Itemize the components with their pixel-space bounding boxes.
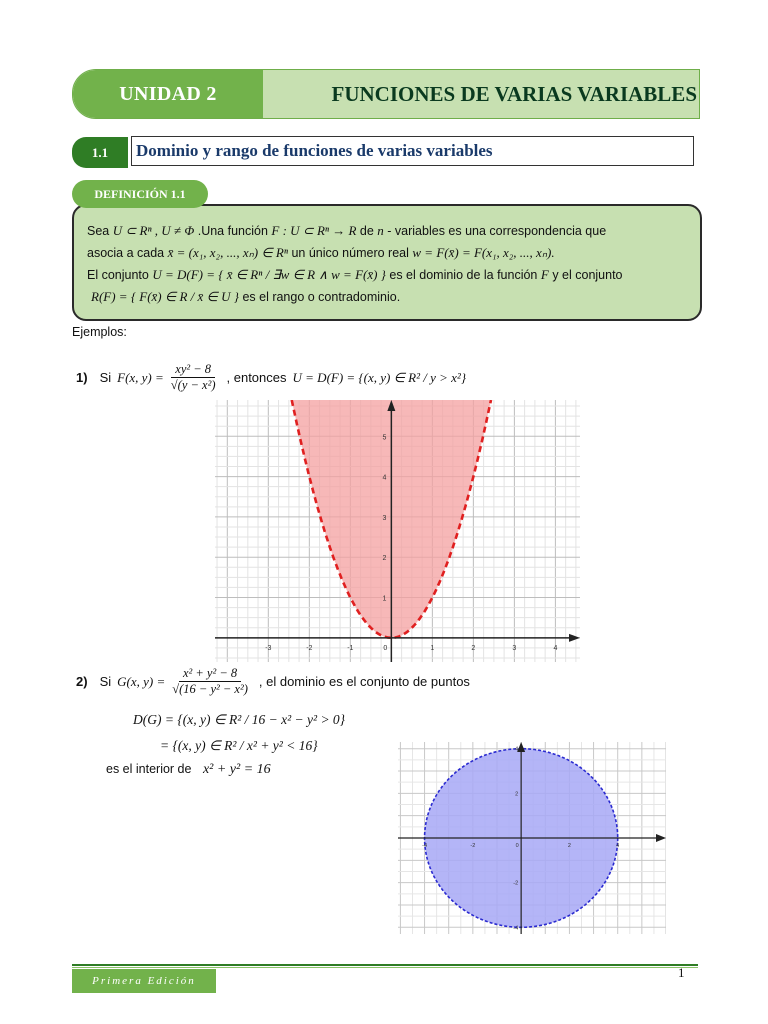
y-tick-label: 2 bbox=[515, 791, 519, 798]
def-math: n bbox=[377, 223, 384, 238]
x-tick-label: -2 bbox=[470, 843, 476, 849]
example-text: , el dominio es el conjunto de puntos bbox=[258, 674, 470, 689]
function-lhs: G(x, y) = bbox=[117, 673, 166, 689]
def-text: .Una función bbox=[197, 224, 268, 238]
domain-expression: U = D(F) = {(x, y) ∈ R² / y > x²} bbox=[292, 369, 467, 385]
x-tick-label: -1 bbox=[347, 644, 354, 652]
x-axis-arrow bbox=[569, 634, 580, 642]
def-text: Sea bbox=[87, 224, 110, 238]
fraction-numerator: xy² − 8 bbox=[171, 362, 215, 378]
fraction bbox=[168, 666, 252, 697]
unit-title: FUNCIONES DE VARIAS VARIABLES bbox=[263, 70, 699, 118]
y-tick-label: -4 bbox=[513, 925, 519, 932]
section-title: Dominio y rango de funciones de varias variables bbox=[131, 136, 694, 166]
y-axis-arrow bbox=[517, 742, 525, 752]
x-tick-label: 0 bbox=[383, 644, 388, 652]
x-tick-label: -2 bbox=[306, 644, 313, 652]
example-si: Si bbox=[99, 674, 112, 689]
footer-divider bbox=[72, 964, 698, 966]
x-tick-label: 4 bbox=[553, 644, 558, 652]
example-si: Si bbox=[99, 370, 112, 385]
example-text: , entonces bbox=[226, 370, 287, 385]
def-math: U = D(F) = { x̄ ∈ Rⁿ / ∃w ∈ R ∧ w = F(x̄) } bbox=[152, 267, 386, 282]
x-tick-label: -3 bbox=[265, 644, 272, 652]
x-tick-label: 4 bbox=[616, 843, 620, 849]
example-number: 1) bbox=[76, 370, 88, 385]
x-tick-label: 2 bbox=[471, 644, 476, 652]
y-tick-label: -2 bbox=[513, 880, 519, 887]
domain-line-2: = {(x, y) ∈ R² / x² + y² < 16} bbox=[160, 738, 318, 753]
unit-header bbox=[72, 69, 700, 119]
def-text: - variables es una correspondencia que bbox=[387, 224, 607, 238]
domain-line-1: D(G) = {(x, y) ∈ R² / 16 − x² − y² > 0} bbox=[133, 712, 346, 727]
circle-equation: x² + y² = 16 bbox=[202, 762, 271, 777]
page-number: 1 bbox=[678, 965, 685, 980]
y-tick-label: 4 bbox=[515, 746, 519, 753]
x-tick-label: 0 bbox=[515, 843, 519, 849]
fraction bbox=[167, 362, 220, 393]
y-tick-label: 2 bbox=[382, 555, 387, 563]
interior-text: es el interior de bbox=[106, 762, 192, 776]
example-1 bbox=[76, 362, 466, 393]
y-tick-label: 1 bbox=[382, 595, 387, 603]
fraction-numerator: x² + y² − 8 bbox=[179, 666, 241, 682]
def-text: es el rango o contradominio. bbox=[242, 290, 401, 304]
definition-line-4 bbox=[87, 286, 688, 308]
x-axis-arrow bbox=[656, 834, 666, 842]
def-text: de bbox=[359, 224, 374, 238]
def-math: F bbox=[540, 267, 549, 282]
x-tick-label: 1 bbox=[430, 644, 435, 652]
x-tick-label: 3 bbox=[512, 644, 517, 652]
definition-line-2 bbox=[87, 242, 688, 264]
example-number: 2) bbox=[76, 674, 88, 689]
parabola-domain-chart bbox=[215, 400, 580, 662]
def-math: R(F) = { F(x̄) ∈ R / x̄ ∈ U } bbox=[91, 289, 239, 304]
examples-label: Ejemplos: bbox=[72, 325, 127, 339]
definition-box bbox=[72, 204, 702, 321]
def-math: w = F(x̄) = F(x₁, x₂, ..., xₙ). bbox=[412, 245, 555, 260]
example-2 bbox=[76, 666, 470, 697]
y-tick-label: 4 bbox=[382, 474, 387, 482]
y-tick-label: 5 bbox=[382, 434, 387, 442]
y-tick-label: 3 bbox=[382, 514, 387, 522]
disk-domain-chart bbox=[398, 742, 666, 934]
def-math: x̄ = (x₁, x₂, ..., xₙ) ∈ Rⁿ bbox=[167, 245, 288, 260]
fraction-denominator: √(y − x²) bbox=[170, 378, 216, 392]
def-text: es el dominio de la función bbox=[389, 268, 538, 282]
fraction-denominator: √(16 − y² − x²) bbox=[172, 682, 248, 696]
section-number: 1.1 bbox=[72, 137, 128, 168]
footer-divider-thin bbox=[72, 967, 698, 968]
function-lhs: F(x, y) = bbox=[117, 369, 164, 385]
def-text: El conjunto bbox=[87, 268, 149, 282]
def-text: asocia a cada bbox=[87, 246, 165, 260]
def-math: F : U ⊂ Rⁿ → R bbox=[271, 223, 357, 238]
def-math: U ⊂ Rⁿ , U ≠ Φ bbox=[112, 223, 195, 238]
x-tick-label: 2 bbox=[567, 843, 571, 849]
definition-line-1 bbox=[87, 220, 688, 242]
def-text: un único número real bbox=[291, 246, 409, 260]
definition-line-3 bbox=[87, 264, 688, 286]
x-tick-label: -4 bbox=[422, 843, 428, 849]
definition-tag: DEFINICIÓN 1.1 bbox=[72, 180, 208, 208]
unit-label: UNIDAD 2 bbox=[73, 70, 263, 118]
edition-label: Primera Edición bbox=[72, 969, 216, 993]
interior-line bbox=[106, 762, 271, 778]
def-text: y el conjunto bbox=[552, 268, 623, 282]
